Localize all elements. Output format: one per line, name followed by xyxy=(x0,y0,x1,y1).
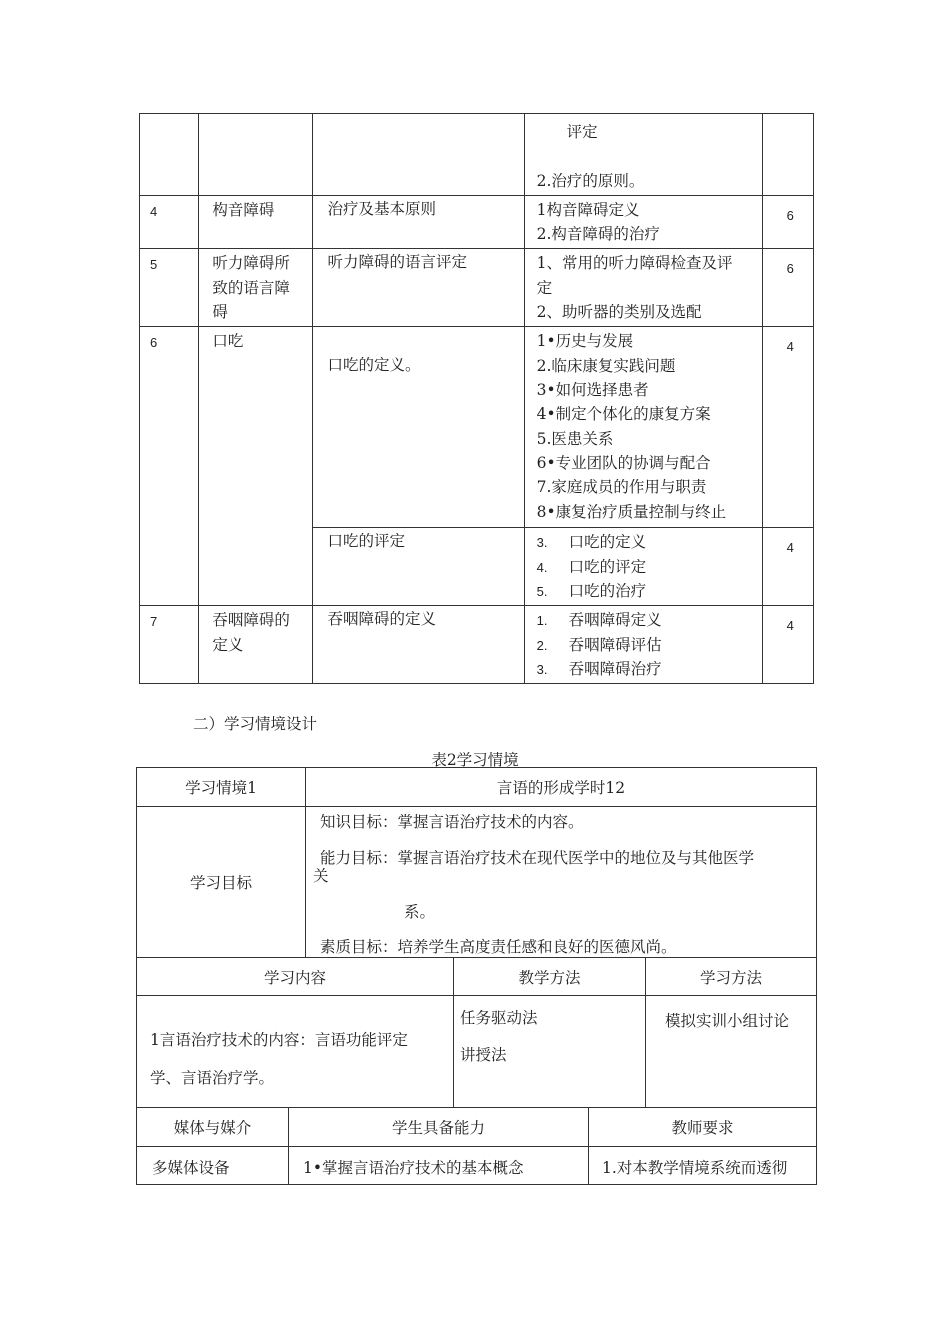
header-teaching-method xyxy=(453,957,646,996)
item-text: 3. 吞咽障碍治疗 xyxy=(536,659,662,678)
teacher-requirement-cell xyxy=(588,1146,817,1185)
table-row xyxy=(140,114,814,196)
content-line: 学、言语治疗学。 xyxy=(150,1069,275,1087)
situation-value-cell xyxy=(305,767,817,807)
hours-cell xyxy=(763,114,814,196)
goals-label: 学习目标 xyxy=(189,874,252,892)
learning-method-cell xyxy=(645,995,817,1108)
items-cell xyxy=(524,327,763,528)
header-text: 学习内容 xyxy=(263,968,326,987)
topic-text: 致的语言障 xyxy=(212,278,290,297)
content-cell xyxy=(313,528,524,606)
item-text: 2.构音障碍的治疗 xyxy=(536,225,660,244)
table-row xyxy=(140,327,814,528)
topic-text: 吞咽障碍的 xyxy=(212,611,290,630)
table-row xyxy=(140,249,814,327)
row-number-cell: 7 xyxy=(140,606,199,684)
hours-cell: 6 xyxy=(763,195,814,249)
header-student-ability xyxy=(288,1107,589,1147)
topic-cell xyxy=(199,114,313,196)
topic-cell xyxy=(199,249,313,327)
header-text: 教学方法 xyxy=(518,968,581,987)
items-cell xyxy=(524,249,763,327)
teaching-method: 任务驱动法 xyxy=(460,1009,538,1027)
goal-quality: 素质目标：培养学生高度责任感和良好的医德风尚。 xyxy=(320,938,677,956)
content-line: 1言语治疗技术的内容：言语功能评定 xyxy=(150,1031,408,1049)
header-text: 学生具备能力 xyxy=(391,1119,485,1137)
teacher-requirement-value: 1.对本教学情境系统而透彻 xyxy=(602,1159,788,1177)
item-text: 定 xyxy=(536,278,553,297)
hours-cell: 4 xyxy=(763,327,814,528)
section-heading: 二）学习情境设计 xyxy=(193,715,318,733)
item-text: 3. 口吃的定义 xyxy=(536,533,647,552)
table-caption: 表2学习情境 xyxy=(431,751,519,769)
item-text: 4. 口吃的评定 xyxy=(536,557,647,576)
learning-method: 模拟实训小组讨论 xyxy=(665,1012,790,1030)
student-ability-value: 1•掌握言语治疗技术的基本概念 xyxy=(303,1159,524,1177)
item-text: 1•历史与发展 xyxy=(536,332,634,351)
student-ability-cell xyxy=(288,1146,589,1185)
header-text: 教师要求 xyxy=(671,1119,734,1137)
table-row xyxy=(140,195,814,249)
content-cell xyxy=(313,606,524,684)
topic-text: 构音障碍 xyxy=(212,200,275,219)
header-media xyxy=(136,1107,289,1147)
content-cell xyxy=(313,195,524,249)
teaching-method: 讲授法 xyxy=(460,1046,507,1064)
topic-text: 听力障碍所 xyxy=(212,254,290,273)
item-text: 1、常用的听力障碍检查及评 xyxy=(536,254,733,273)
course-content-table xyxy=(139,113,814,684)
content-text: 口吃的评定 xyxy=(327,532,405,551)
header-learning-method xyxy=(645,957,817,996)
row-number-cell: 5 xyxy=(140,249,199,327)
content-text: 治疗及基本原则 xyxy=(327,199,436,218)
item-text: 2.治疗的原则。 xyxy=(536,171,645,190)
item-text: 6•专业团队的协调与配合 xyxy=(536,453,711,472)
goals-label-cell xyxy=(136,806,306,958)
content-text xyxy=(327,328,517,352)
header-text: 媒体与媒介 xyxy=(173,1119,252,1137)
item-text: 5.医患关系 xyxy=(536,429,614,448)
item-text: 1构音障碍定义 xyxy=(536,200,640,219)
topic-cell xyxy=(199,606,313,684)
content-cell xyxy=(313,249,524,327)
content-text: 吞咽障碍的定义 xyxy=(327,610,436,629)
items-cell xyxy=(524,195,763,249)
items-cell xyxy=(524,606,763,684)
header-teacher-requirement xyxy=(588,1107,817,1147)
topic-cell xyxy=(199,195,313,249)
item-text xyxy=(537,144,757,168)
goal-ability-continued: 系。 xyxy=(404,903,436,921)
topic-text: 定义 xyxy=(212,635,244,654)
items-cell xyxy=(524,114,763,196)
goal-ability-continued: 关 xyxy=(313,867,329,885)
content-cell xyxy=(313,327,524,528)
situation-value: 言语的形成学时12 xyxy=(496,779,626,797)
content-text: 口吃的定义。 xyxy=(327,355,421,374)
item-text: 8•康复治疗质量控制与终止 xyxy=(536,502,727,521)
item-text: 评定 xyxy=(566,123,598,141)
item-text: 2.临床康复实践问题 xyxy=(536,356,676,375)
goals-cell xyxy=(305,806,817,958)
hours-cell: 4 xyxy=(763,606,814,684)
topic-cell xyxy=(199,327,313,606)
item-text: 1. 吞咽障碍定义 xyxy=(536,611,662,630)
media-value: 多媒体设备 xyxy=(152,1159,230,1177)
header-learning-content xyxy=(136,957,454,996)
situation-label: 学习情境1 xyxy=(185,779,257,797)
header-text: 学习方法 xyxy=(699,968,762,987)
item-text: 5. 口吃的治疗 xyxy=(536,582,647,601)
hours-cell: 4 xyxy=(763,528,814,606)
goal-knowledge: 知识目标：掌握言语治疗技术的内容。 xyxy=(320,813,584,831)
item-text: 3•如何选择患者 xyxy=(536,381,649,400)
topic-text: 碍 xyxy=(212,303,228,322)
item-text: 4•制定个体化的康复方案 xyxy=(536,405,711,424)
item-text: 2、助听器的类别及选配 xyxy=(536,303,702,322)
situation-label-cell xyxy=(136,767,306,807)
teaching-method-cell xyxy=(453,995,646,1108)
topic-text: 口吃 xyxy=(212,332,244,351)
item-text: 7.家庭成员的作用与职责 xyxy=(536,478,707,497)
row-number-cell: 4 xyxy=(140,195,199,249)
table-row xyxy=(140,606,814,684)
row-number-cell: 6 xyxy=(140,327,199,606)
item-text: 2. 吞咽障碍评估 xyxy=(536,635,662,654)
learning-content-cell xyxy=(136,995,454,1108)
row-number-cell xyxy=(140,114,199,196)
content-text: 听力障碍的语言评定 xyxy=(327,253,467,272)
items-cell xyxy=(524,528,763,606)
goal-ability: 能力目标：掌握言语治疗技术在现代医学中的地位及与其他医学 xyxy=(320,849,755,867)
content-cell xyxy=(313,114,524,196)
hours-cell: 6 xyxy=(763,249,814,327)
media-cell xyxy=(136,1146,289,1185)
